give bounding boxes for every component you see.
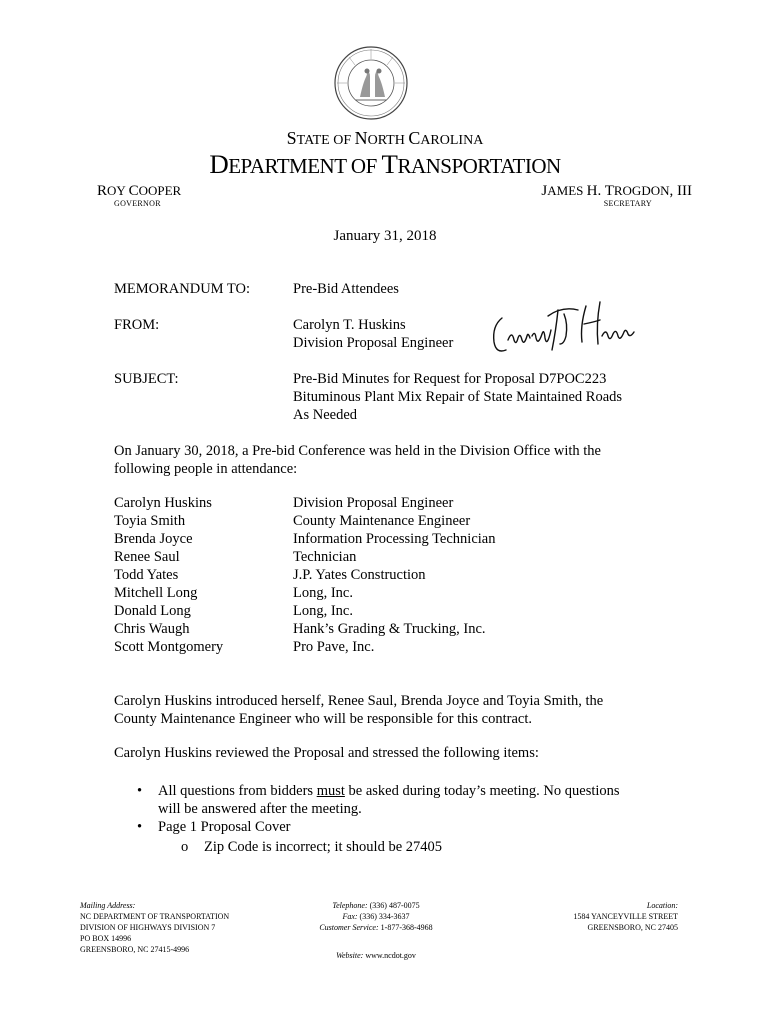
sub-bullet-icon: o — [181, 839, 189, 855]
footer-website: Website: www.ncdot.gov — [336, 951, 416, 960]
memo-from-label: FROM: — [114, 317, 160, 333]
attendee-name: Donald Long — [114, 603, 191, 619]
attendee-name: Carolyn Huskins — [114, 495, 212, 511]
footer-address-line: NC DEPARTMENT OF TRANSPORTATION — [80, 912, 230, 921]
footer-address-line: PO BOX 14996 — [80, 934, 132, 943]
department-name: DEPARTMENT OF TRANSPORTATION — [209, 149, 561, 179]
bullet-icon: • — [137, 783, 143, 799]
secretary-name: JAMES H. TROGDON, III — [541, 183, 692, 199]
footer-location-line: GREENSBORO, NC 27405 — [587, 923, 678, 932]
state-name: STATE OF NORTH CAROLINA — [286, 128, 484, 148]
sub-bullet-zip-code: Zip Code is incorrect; it should be 27405 — [204, 839, 443, 855]
memo-subject-line-1: Pre-Bid Minutes for Request for Proposal D7POC223 — [293, 371, 607, 387]
attendee-role: Long, Inc. — [293, 603, 353, 619]
memo-to-label: MEMORANDUM TO: — [114, 281, 251, 297]
memo-subject-line-3: As Needed — [293, 407, 358, 423]
bullet-proposal-cover: Page 1 Proposal Cover — [158, 819, 291, 835]
bullet-questions-line-1: All questions from bidders must be asked during today’s meeting. No questions — [158, 783, 620, 799]
attendee-role: J.P. Yates Construction — [293, 567, 426, 583]
state-seal — [333, 45, 409, 121]
bullet-icon: • — [137, 819, 143, 835]
attendee-name: Toyia Smith — [114, 513, 186, 529]
attendee-name: Scott Montgomery — [114, 639, 224, 655]
signature — [488, 296, 644, 364]
governor-title: GOVERNOR — [114, 199, 161, 208]
intro-staff-line-1: Carolyn Huskins introduced herself, Renee Saul, Brenda Joyce and Toyia Smith, the — [114, 693, 604, 709]
attendee-name: Brenda Joyce — [114, 531, 193, 547]
attendee-name: Renee Saul — [114, 549, 180, 565]
bullet-questions-line-2: will be answered after the meeting. — [158, 801, 362, 817]
footer-telephone: Telephone: (336) 487-0075 — [332, 901, 420, 910]
attendee-role: Division Proposal Engineer — [293, 495, 454, 511]
attendee-role: Information Processing Technician — [293, 531, 496, 547]
intro-line-2: following people in attendance: — [114, 461, 298, 477]
attendee-role: Hank’s Grading & Trucking, Inc. — [293, 621, 486, 637]
attendee-role: Pro Pave, Inc. — [293, 639, 375, 655]
memo-subject-line-2: Bituminous Plant Mix Repair of State Maintained Roads — [293, 389, 623, 405]
attendee-role: Long, Inc. — [293, 585, 353, 601]
attendee-role: County Maintenance Engineer — [293, 513, 471, 529]
memo-to-value: Pre-Bid Attendees — [293, 281, 399, 297]
governor-name: ROY COOPER — [97, 183, 182, 199]
footer-mailing-label: Mailing Address: — [80, 901, 136, 910]
footer-contact — [276, 900, 476, 933]
footer-location-line: 1584 YANCEYVILLE STREET — [573, 912, 678, 921]
memo-from-title: Division Proposal Engineer — [293, 335, 454, 351]
attendee-role: Technician — [293, 549, 357, 565]
footer-customer-service: Customer Service: 1-877-368-4968 — [319, 923, 433, 932]
footer-location — [573, 900, 678, 933]
footer-fax: Fax: (336) 334-3637 — [342, 912, 410, 921]
review-paragraph: Carolyn Huskins reviewed the Proposal and stressed the following items: — [114, 745, 539, 761]
footer-location-label: Location: — [646, 901, 678, 910]
footer-address-line: GREENSBORO, NC 27415-4996 — [80, 945, 190, 954]
intro-staff-line-2: County Maintenance Engineer who will be responsible for this contract. — [114, 711, 532, 727]
footer-mailing-address — [80, 900, 229, 955]
secretary-title: SECRETARY — [603, 199, 652, 208]
attendee-name: Chris Waugh — [114, 621, 190, 637]
memo-subject-label: SUBJECT: — [114, 371, 179, 387]
memo-from-name: Carolyn T. Huskins — [293, 317, 406, 333]
intro-line-1: On January 30, 2018, a Pre-bid Conference was held in the Division Office with the — [114, 443, 601, 459]
footer-address-line: DIVISION OF HIGHWAYS DIVISION 7 — [80, 923, 216, 932]
memo-date: January 31, 2018 — [333, 228, 437, 244]
attendee-name: Todd Yates — [114, 567, 179, 583]
attendee-name: Mitchell Long — [114, 585, 198, 601]
